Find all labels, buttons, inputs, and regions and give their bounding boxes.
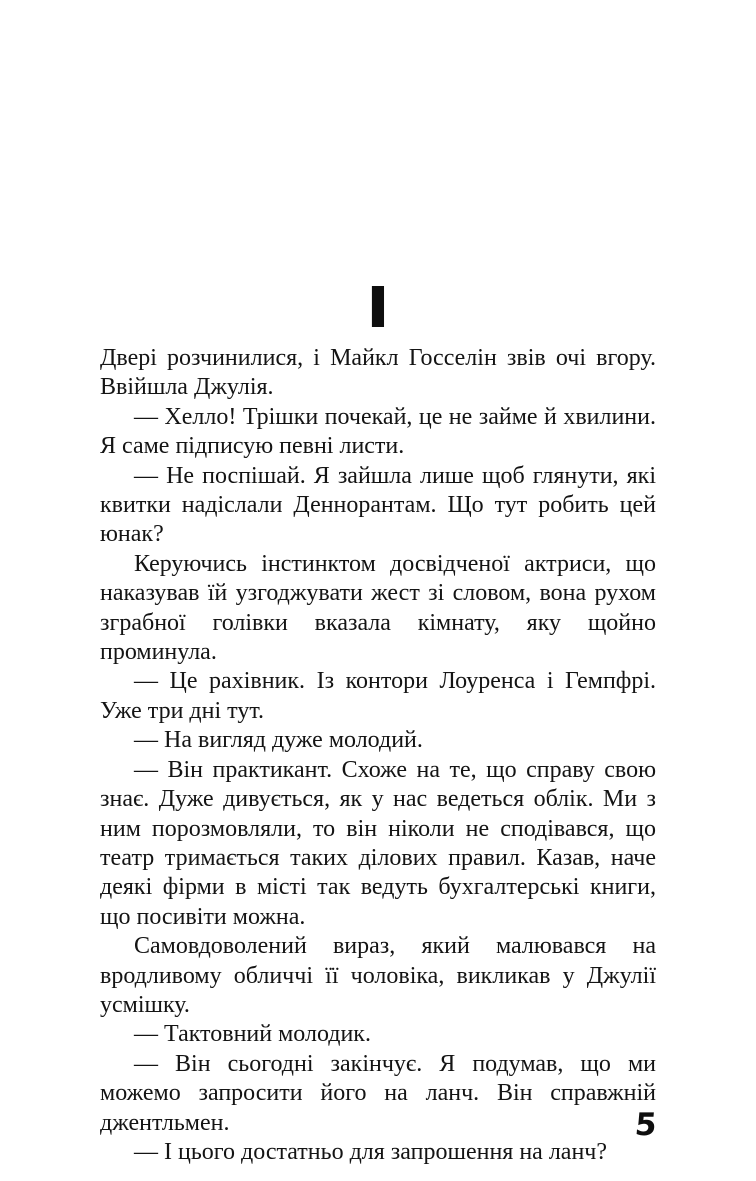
- paragraph: — Він практикант. Схоже на те, що справу свою знає. Дуже дивується, як у нас ведеться облік. Ми з ним порозмовляли, то він ніколи не сподівався, що театр тримається таких ділових правил. Казав, наче деякі фірми в місті так ведуть бухгалтерські книги, що посивіти можна.: [100, 756, 656, 930]
- paragraph: — На вигляд дуже молодий.: [134, 727, 423, 754]
- paragraph: — Це рахівник. Із контори Лоуренса і Гемпфрі. Уже три дні тут.: [100, 668, 656, 724]
- paragraph: — І цього достатньо для запрошення на ланч?: [134, 1138, 608, 1165]
- paragraph: Двері розчинилися, і Майкл Госселін звів очі вгору. Ввійшла Джулія.: [100, 345, 656, 401]
- paragraph: — Він сьогодні закінчує. Я подумав, що ми можемо запросити його на ланч. Він справжній джентльмен.: [100, 1050, 656, 1136]
- chapter-heading: I: [366, 276, 390, 341]
- paragraph: Керуючись інстинктом досвідченої актриси, що наказував їй узгоджувати жест зі словом, вона рухом зграбної голівки вказала кімнату, яку щойно проминула.: [100, 550, 656, 666]
- paragraph: — Тактовний молодик.: [134, 1021, 371, 1048]
- text-block: [100, 344, 656, 1167]
- paragraph: — Хелло! Трішки почекай, це не займе й хвилини. Я саме підписую певні листи.: [100, 403, 656, 460]
- paragraph: Самовдоволений вираз, який малювався на вродливому обличчі її чоловіка, викликав у Джулії усмішку.: [100, 933, 656, 1018]
- page-number: 5: [633, 1107, 659, 1143]
- paragraph: — Не поспішай. Я зайшла лише щоб глянути, які квитки надіслали Деннорантам. Що тут робить цей юнак?: [100, 462, 656, 548]
